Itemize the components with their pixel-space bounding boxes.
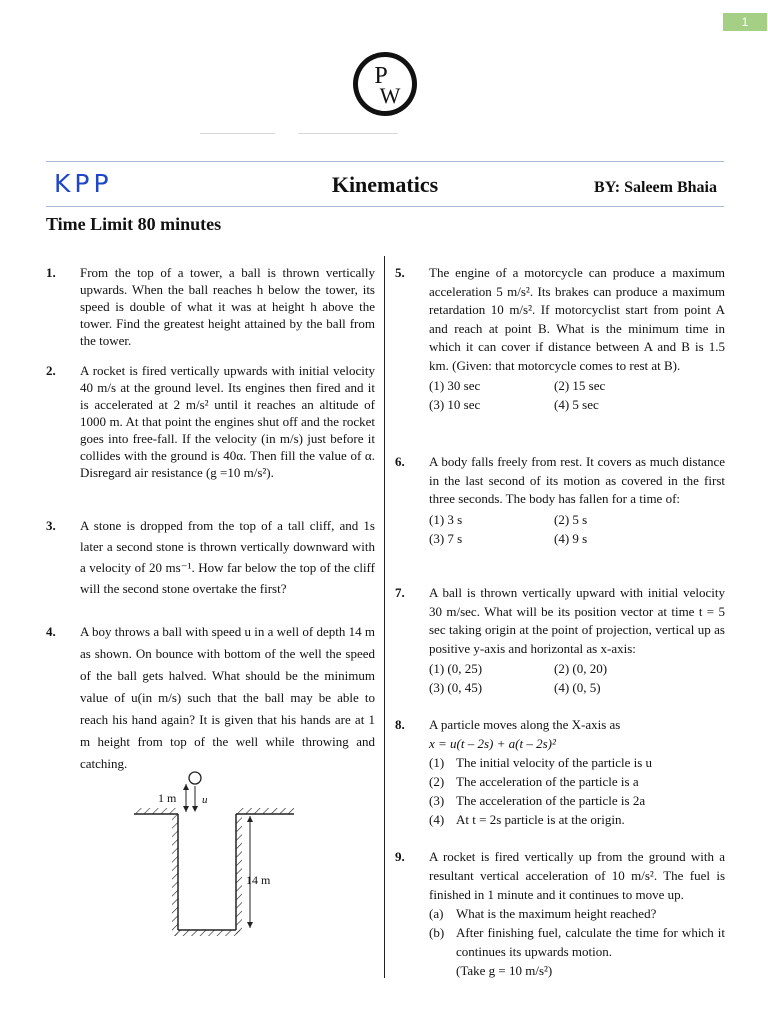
question-7 xyxy=(395,584,725,697)
question-number: 5. xyxy=(395,265,405,280)
question-number: 3. xyxy=(46,518,56,533)
question-5 xyxy=(395,264,725,414)
question-number: 9. xyxy=(395,849,405,864)
answer-options xyxy=(429,376,725,414)
option[interactable]: (3) (0, 45) xyxy=(429,680,483,695)
option[interactable]: (3) 10 sec xyxy=(429,397,481,412)
question-8 xyxy=(395,715,725,829)
question-number: 8. xyxy=(395,717,405,732)
option[interactable]: (3) 7 s xyxy=(429,530,463,546)
option[interactable]: (4) (0, 5) xyxy=(554,680,601,695)
question-number: 7. xyxy=(395,585,405,600)
kpp-tag: KPP xyxy=(54,169,113,198)
header-top-rule xyxy=(46,161,724,162)
time-limit-heading: Time Limit 80 minutes xyxy=(46,214,222,234)
answer-options xyxy=(429,659,725,697)
question-number: 2. xyxy=(46,363,56,378)
question-number: 1. xyxy=(46,265,56,280)
question-2 xyxy=(46,362,375,481)
question-text: The engine of a motorcycle can produce a maximum acceleration 5 m/s². Its brakes can produce a maximum retardation 10 m/s². If motorcyclist start from point A and reach at point B. What is the minimum time in which it can cover if distance between A and B is 1.5 km. (Given: that motorcycle comes to rest at B). xyxy=(429,265,725,373)
statement[interactable]: (1) The initial velocity of the particle is u xyxy=(429,755,653,770)
page-title: Kinematics xyxy=(331,172,439,197)
page-number-badge: 1 xyxy=(723,13,767,31)
question-number: 6. xyxy=(395,454,405,469)
scan-smudge xyxy=(200,133,275,134)
statement[interactable]: (2) The acceleration of the particle is a xyxy=(429,774,639,789)
option[interactable]: (2) 15 sec xyxy=(554,378,606,393)
sub-question: (b) After finishing fuel, calculate the time for which it continues its upwards motion. xyxy=(429,925,725,959)
ball-icon xyxy=(189,772,201,784)
question-text: A boy throws a ball with speed u in a well of depth 14 m as shown. On bounce with bottom of the well the speed of the ball gets halved. What should be the minimum value of u(in m/s) such that the ball may be able to reach his hand again? It is given that his hands are at 1 m height from top of the well while throwing and catching. xyxy=(80,624,375,771)
option[interactable]: (4) 5 sec xyxy=(554,397,599,412)
speed-label: u xyxy=(202,794,208,806)
question-3 xyxy=(46,515,375,599)
question-number: 4. xyxy=(46,624,56,639)
option[interactable]: (1) (0, 25) xyxy=(429,661,483,676)
question-6 xyxy=(395,453,725,548)
question-text: A rocket is fired vertically upwards with initial velocity 40 m/s at the ground level. Its engines then fired and it is accelerated at 2 m/s² until it reaches an altitude of 1000 m. At that point the engines shut off and the rocket goes into free-fall. If the velocity (in m/s) just before it collides with the ground is 40α. Then fill the value of α. Disregard air resistance (g =10 m/s²). xyxy=(80,363,375,480)
question-text: A rocket is fired vertically up from the ground with a resultant vertical acceleration of 10 m/s². The fuel is finished in 1 minute and it continues to move up. xyxy=(429,849,725,902)
sub-question: (a) What is the maximum height reached? xyxy=(429,906,657,921)
depth-label: 14 m xyxy=(246,873,271,887)
option[interactable]: (1) 3 s xyxy=(429,511,463,527)
question-text: A particle moves along the X-axis as xyxy=(429,717,621,732)
question-text: A stone is dropped from the top of a tall cliff, and 1s later a second stone is thrown vertically downward with a velocity of 20 ms⁻¹. How far below the top of the cliff will the second stone overtake the first? xyxy=(80,518,375,596)
statement[interactable]: (4) At t = 2s particle is at the origin. xyxy=(429,812,625,827)
equation: x = u(t – 2s) + a(t – 2s)² xyxy=(429,736,556,751)
logo-letter-w: W xyxy=(379,83,401,108)
header-bottom-rule xyxy=(46,206,724,207)
question-text: From the top of a tower, a ball is thrown vertically upwards. When the ball reaches h below the tower, its speed is double of what it was at height h above the tower. Find the greatest height attained by the ball from the tower. xyxy=(80,265,375,348)
option[interactable]: (1) 30 sec xyxy=(429,378,481,393)
height-label: 1 m xyxy=(158,791,177,805)
logo-letter-p: P xyxy=(374,63,388,89)
well-diagram xyxy=(128,770,298,944)
note: (Take g = 10 m/s²) xyxy=(456,963,553,978)
question-9 xyxy=(395,847,725,980)
question-text: A ball is thrown vertically upward with initial velocity 30 m/sec. What will be its position vector at time t = 5 sec taking origin at the point of projection, vertical up as positive y-axis and horizontal as x-axis: xyxy=(429,585,725,656)
option[interactable]: (2) 5 s xyxy=(554,511,588,527)
scan-smudge xyxy=(298,133,398,134)
pw-logo xyxy=(352,51,418,117)
statement[interactable]: (3) The acceleration of the particle is 2a xyxy=(429,793,646,808)
option[interactable]: (2) (0, 20) xyxy=(554,661,608,676)
question-1 xyxy=(46,264,375,349)
author-line: BY: Saleem Bhaia xyxy=(594,179,717,196)
question-4 xyxy=(46,621,375,775)
answer-options xyxy=(429,510,725,548)
option[interactable]: (4) 9 s xyxy=(554,530,588,546)
column-divider xyxy=(384,256,385,978)
question-text: A body falls freely from rest. It covers as much distance in the last second of its motion as covered in the first three seconds. The body has fallen for a time of: xyxy=(429,454,725,506)
